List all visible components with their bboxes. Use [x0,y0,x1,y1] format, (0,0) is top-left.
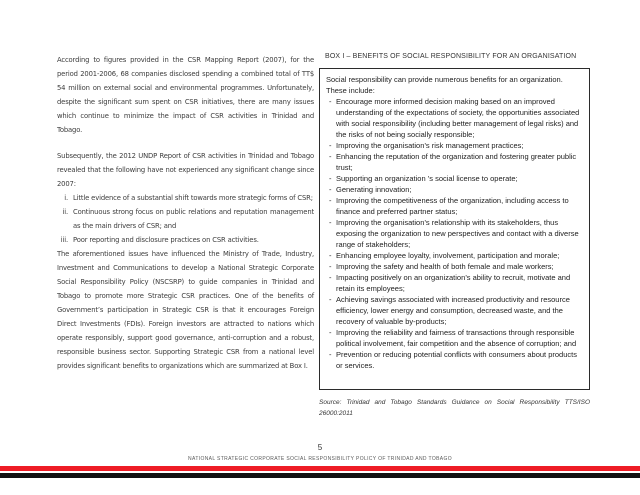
bullet-text: Improving the safety and health of both female and male workers; [336,262,554,271]
bullet-text: Improving the reliability and fairness of transactions through responsible political involvement, fair competition and the absence of corruption; and [336,328,577,348]
list-item-text: Little evidence of a substantial shift towards more strategic forms of CSR; [73,194,313,202]
paragraph-csr-mapping-report: According to figures provided in the CSR Mapping Report (2007), for the period 2001-2006, 68 companies disclosed spending a combined total of TT$ 54 million on external social and environmental programmes. Unfortunately, despite the significant sum spent on CSR initiatives, there are many issues which continue to minimize the impact of CSR activities in Trinidad and Tobago. [57,56,314,134]
box-bullet [326,151,582,173]
box-intro-line: Social responsibility can provide numerous benefits for an organization. [326,75,563,84]
bullet-dash: - [329,218,332,227]
bullet-dash: - [329,295,332,304]
list-item [57,205,314,233]
list-marker: ii. [62,208,68,216]
box-bullet [326,272,582,294]
list-marker: iii. [60,236,68,244]
list-item [57,191,314,205]
bullet-dash: - [329,328,332,337]
bullet-dash: - [329,251,332,260]
bullet-dash: - [329,196,332,205]
paragraph-ministry-policy: The aforementioned issues have influenced the Ministry of Trade, Industry, Investment and Communications to develop a National Strategic Corporate Social Responsibility Policy (NSCSRP) to guide companies in Trinidad and Tobago to promote more Strategic CSR practices. One of the benefits of Government’s participation in Strategic CSR is that it encourages Foreign Direct Investments (FDIs). Foreign investors are attracted to nations which operate responsibly, support good governance, anti-corruption and a robust, responsible business sector. Supporting Strategic CSR from a national level provides significant benefits to organizations which are summarized at Box I. [57,250,314,370]
box-bullet [326,250,582,261]
box-bullet [326,173,582,184]
bullet-dash: - [329,141,332,150]
roman-numeral-list [57,191,314,247]
bullet-text: Improving the competitiveness of the organization, including access to finance and preferred partner status; [336,196,569,216]
box-bullet [326,195,582,217]
box-intro-line: These include: [326,86,375,95]
footer-policy-title: NATIONAL STRATEGIC CORPORATE SOCIAL RESPONSIBILITY POLICY OF TRINIDAD AND TOBAGO [188,456,452,462]
box-bullet [326,217,582,250]
bullet-text: Encourage more informed decision making based on an improved understanding of the expectations of society, the opportunities associated with social responsibility (including better management of legal risks) and the risks of not being socially responsible; [336,97,580,139]
bullet-text: Generating innovation; [336,185,412,194]
page-number: 5 [317,443,323,452]
footer-black-stripe [0,473,640,478]
benefits-box [319,68,590,390]
bullet-text: Achieving savings associated with increased productivity and resource efficiency, lower energy and consumption, decreased waste, and the recovery of valuable by-products; [336,295,570,326]
list-item-text: Poor reporting and disclosure practices on CSR activities. [73,236,259,244]
bullet-dash: - [329,273,332,282]
box-bullet [326,140,582,151]
box-bullet [326,294,582,327]
bullet-dash: - [329,185,332,194]
source-citation: Source: Trinidad and Tobago Standards Guidance on Social Responsibility TTS/ISO 26000:2011 [319,399,590,417]
box-title: BOX I – BENEFITS OF SOCIAL RESPONSIBILITY FOR AN ORGANISATION [325,53,577,60]
paragraph-undp-report-intro: Subsequently, the 2012 UNDP Report of CSR activities in Trinidad and Tobago revealed that the following have not experienced any significant change since 2007: [57,152,314,188]
box-bullet [326,96,582,140]
bullet-text: Enhancing employee loyalty, involvement, participation and morale; [336,251,560,260]
bullet-text: Prevention or reducing potential conflicts with consumers about products or services. [336,350,577,370]
bullet-dash: - [329,174,332,183]
bullet-dash: - [329,152,332,161]
box-bullet [326,327,582,349]
bullet-dash: - [329,97,332,106]
footer-red-stripe [0,466,640,471]
bullet-dash: - [329,350,332,359]
box-bullet [326,261,582,272]
list-item-text: Continuous strong focus on public relations and reputation management as the main drivers of CSR; and [73,208,314,230]
list-item [57,233,314,247]
bullet-text: Impacting positively on an organization’s ability to recruit, motivate and retain its employees; [336,273,571,293]
bullet-dash: - [329,262,332,271]
bullet-text: Enhancing the reputation of the organization and fostering greater public trust; [336,152,577,172]
bullet-text: Supporting an organization ’s social license to operate; [336,174,518,183]
box-bullet [326,184,582,195]
box-bullet [326,349,582,371]
bullet-text: Improving the organisation’s risk management practices; [336,141,524,150]
left-text-column [57,53,314,385]
bullet-text: Improving the organisation’s relationship with its stakeholders, thus exposing the organization to new perspectives and contact with a diverse range of stakeholders; [336,218,579,249]
list-marker: i. [64,194,68,202]
